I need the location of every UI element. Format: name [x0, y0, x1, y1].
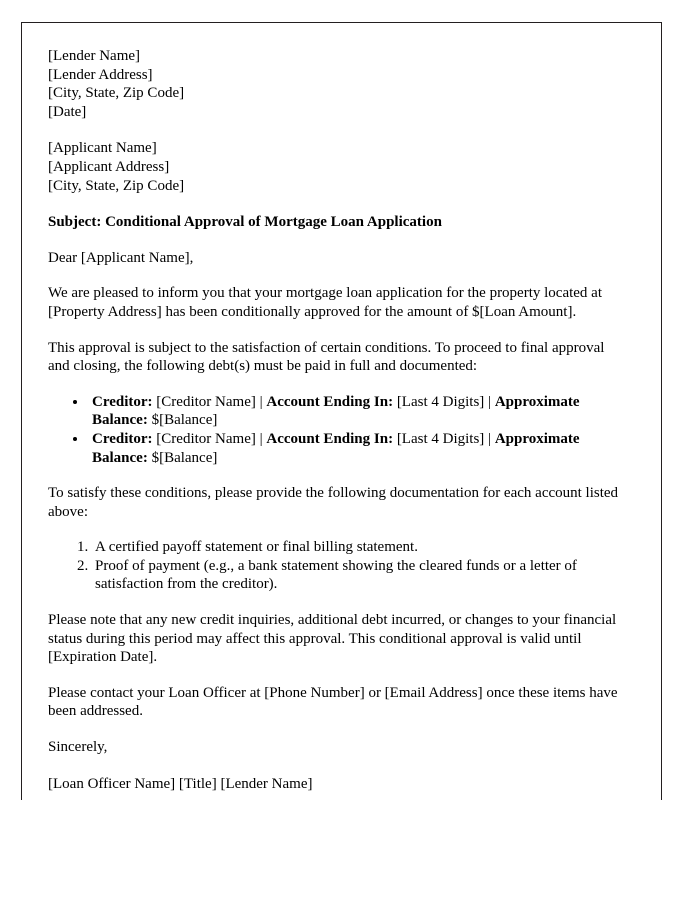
documentation-list [48, 538, 626, 594]
sender-line-lender-name: [Lender Name] [48, 48, 141, 64]
signature-block [48, 775, 626, 794]
recipient-line-city-state-zip: [City, State, Zip Code] [48, 177, 185, 194]
recipient-line-applicant-address: [Applicant Address] [48, 158, 170, 175]
signature-line-title: [Title] [178, 775, 217, 792]
debt-list-item [88, 393, 626, 430]
salutation: Dear [Applicant Name], [48, 249, 194, 266]
account-ending-label: Account Ending In: [266, 393, 394, 410]
approximate-balance-label: Approximate Balance: [92, 393, 580, 429]
documentation-list-item: 2. Proof of payment (e.g., a bank statement showing the cleared funds or a letter of satisfaction from the creditor). [92, 557, 626, 594]
creditor-value: [Creditor Name] [156, 393, 256, 410]
debt-list-item [88, 430, 626, 467]
approximate-balance-value: $[Balance] [151, 412, 218, 429]
signature-line-officer-name: [Loan Officer Name] [48, 775, 176, 792]
field-separator: | [488, 430, 492, 447]
paragraph-documentation-lead: To satisfy these conditions, please provide the following documentation for each account listed above: [48, 485, 619, 520]
subject-line: Subject: Conditional Approval of Mortgage Loan Application [48, 214, 442, 231]
paragraph-contact: Please contact your Loan Officer at [Phone Number] or [Email Address] once these items have been addressed. [48, 684, 618, 720]
creditor-label: Creditor: [92, 430, 153, 447]
signature-line-lender-name: [Lender Name] [220, 775, 313, 792]
account-ending-value: [Last 4 Digits] [396, 393, 485, 410]
sender-address-block [48, 47, 626, 121]
field-separator: | [259, 393, 263, 410]
creditor-value: [Creditor Name] [156, 430, 256, 447]
field-separator: | [488, 393, 492, 410]
paragraph-intro: We are pleased to inform you that your mortgage loan application for the property located at [Property Address] has been conditionally approved for the amount of $[Loan Amount]. [48, 285, 603, 320]
paragraph-notice: Please note that any new credit inquiries, additional debt incurred, or changes to your financial status during this period may affect this approval. This conditional approval is valid until [Expiration Date]. [48, 612, 617, 666]
letter-content [48, 47, 626, 793]
field-separator: | [259, 430, 263, 447]
recipient-line-applicant-name: [Applicant Name] [48, 140, 157, 157]
account-ending-value: [Last 4 Digits] [396, 430, 485, 447]
account-ending-label: Account Ending In: [266, 430, 394, 447]
creditor-label: Creditor: [92, 393, 153, 410]
closing-salutation: Sincerely, [48, 739, 108, 756]
letter-page [21, 22, 662, 800]
sender-line-city-state-zip: [City, State, Zip Code] [48, 85, 185, 102]
paragraph-conditions-lead: This approval is subject to the satisfaction of certain conditions. To proceed to final approval and closing, the following debt(s) must be paid in full and documented: [48, 339, 605, 375]
debt-list [48, 393, 626, 467]
approximate-balance-value: $[Balance] [151, 449, 218, 466]
documentation-list-item: 1. A certified payoff statement or final billing statement. [92, 538, 626, 557]
approximate-balance-label: Approximate Balance: [92, 430, 580, 466]
recipient-address-block [48, 139, 626, 195]
sender-line-date: [Date] [48, 103, 87, 120]
sender-line-lender-address: [Lender Address] [48, 66, 153, 83]
